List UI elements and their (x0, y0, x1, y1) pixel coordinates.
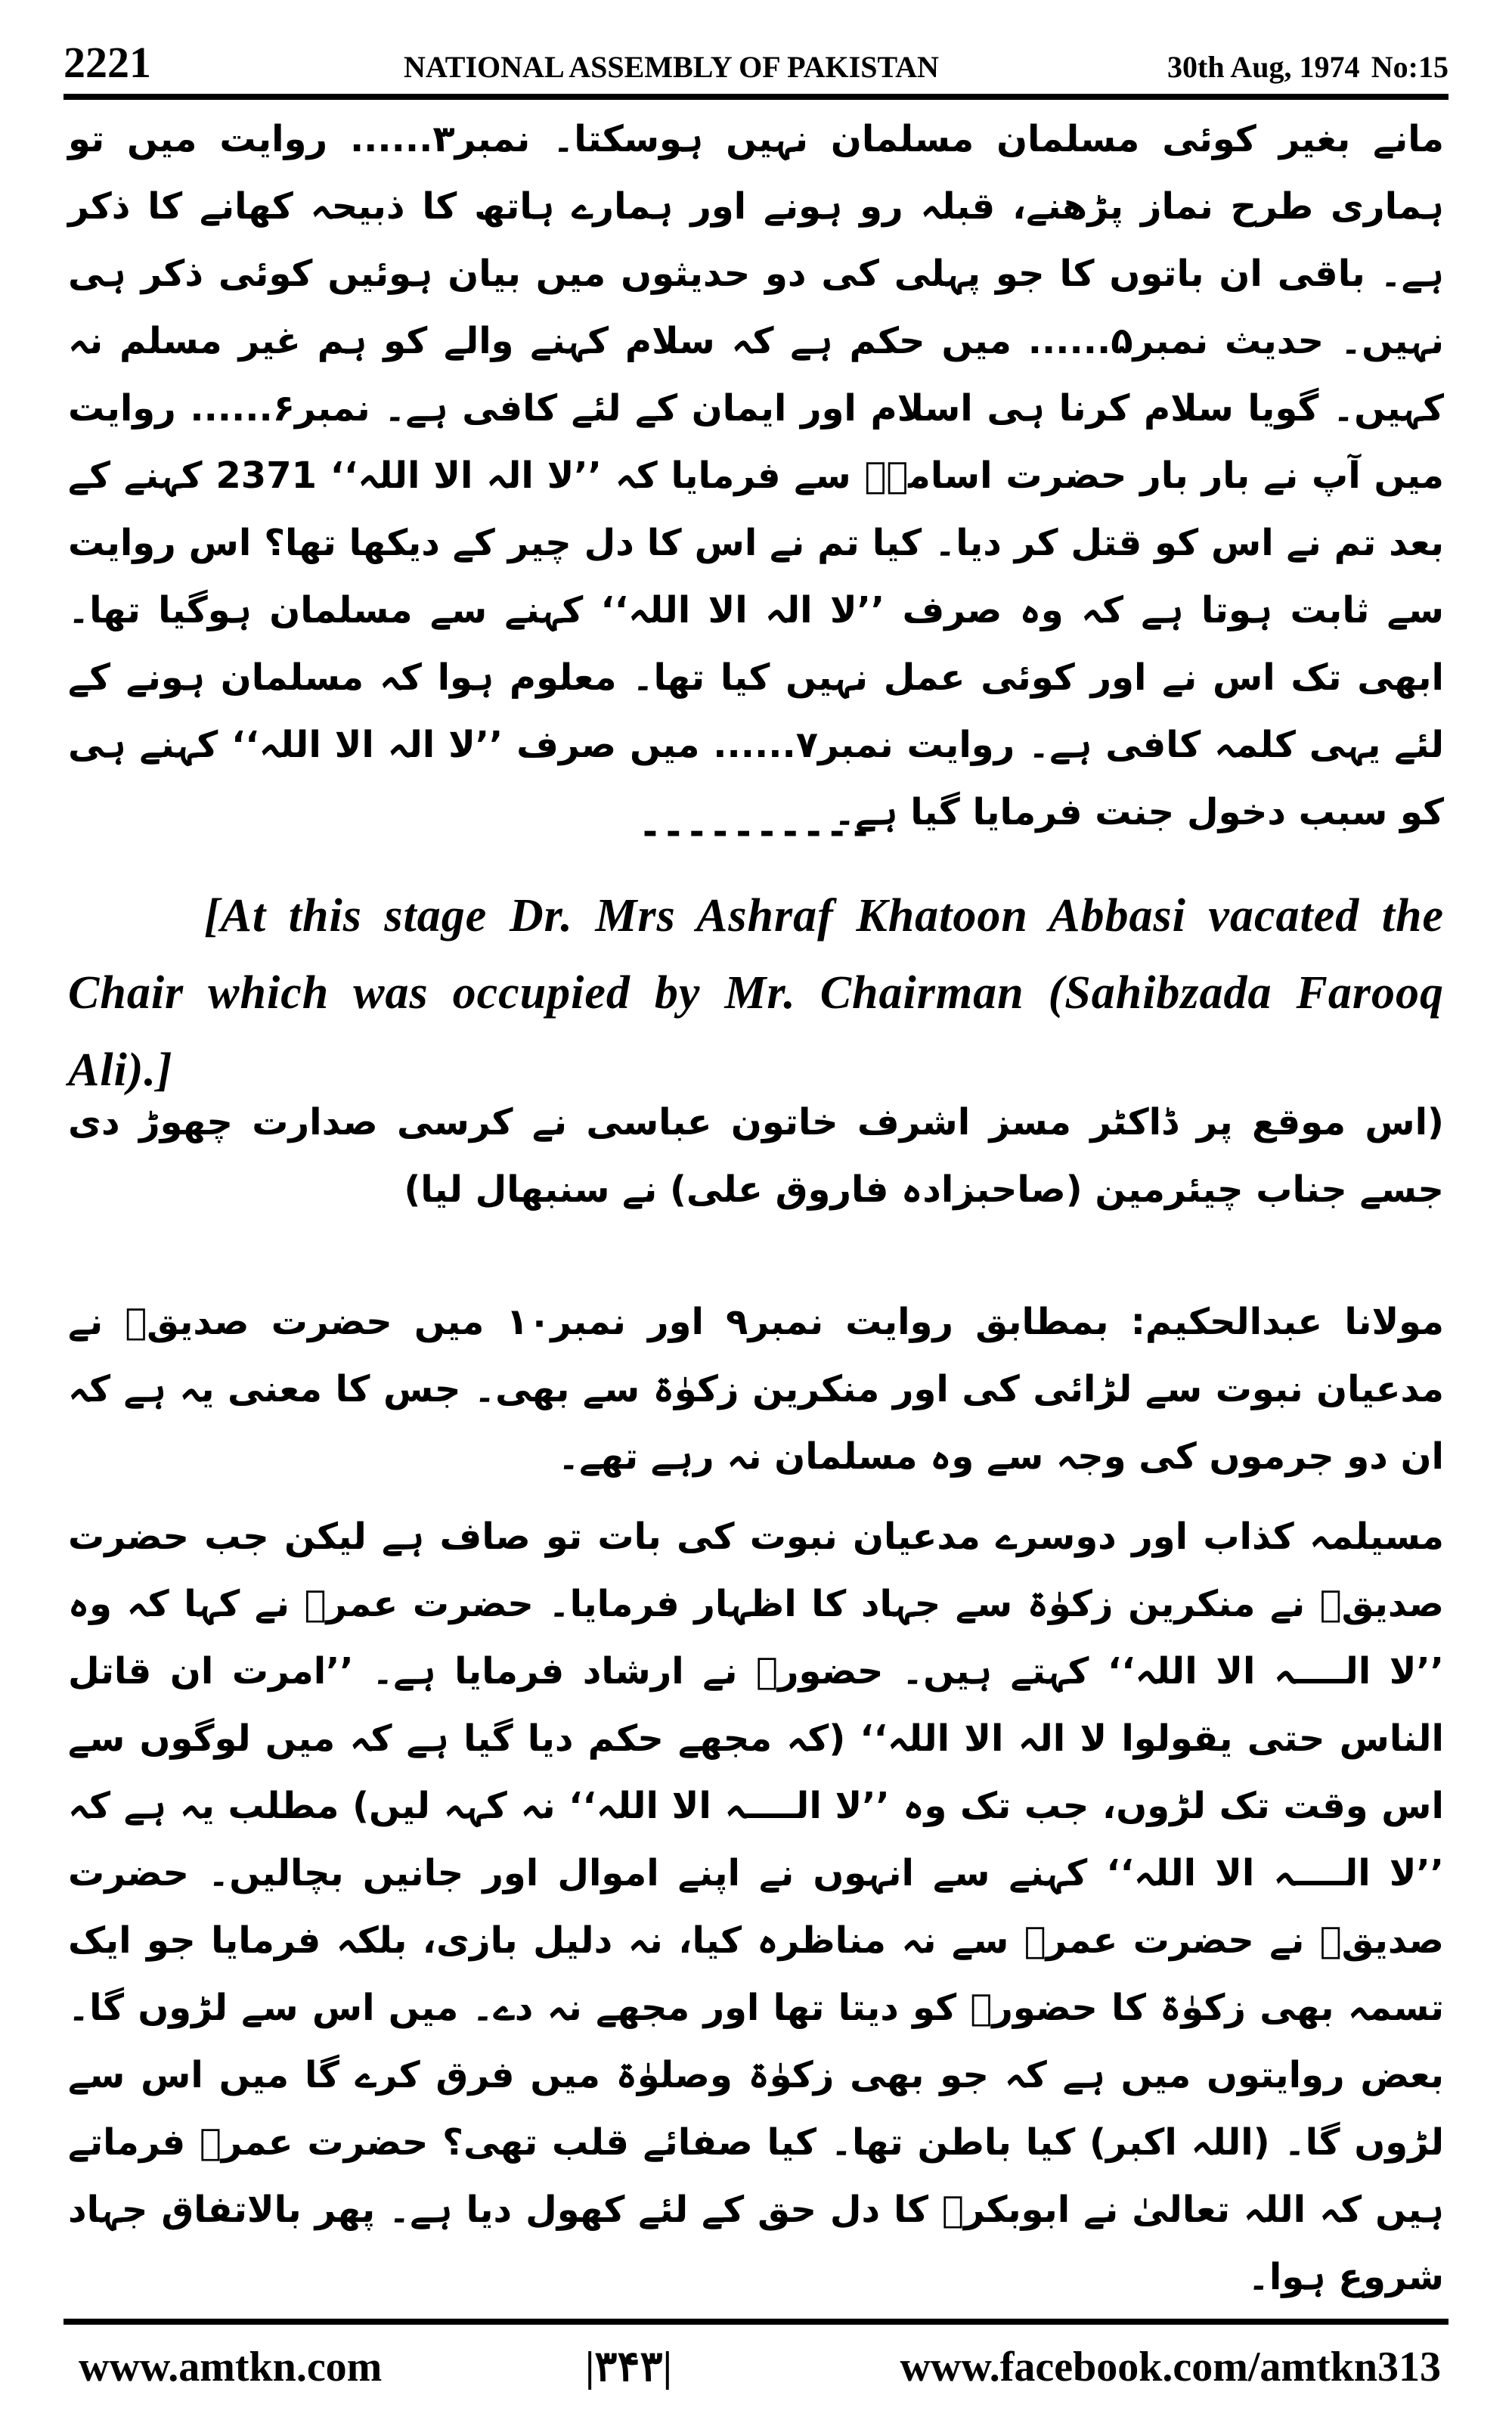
footer-website: www.amtkn.com (79, 2344, 383, 2391)
urdu-chair-note: (اس موقع پر ڈاکٹر مسز اشرف خاتون عباسی نے کرسی صدارت چھوڑ دی جسے جناب چیئرمین (صاحبزادہ فاروق علی) نے سنبھال لیا) (68, 1101, 1444, 1211)
page-footer (64, 2337, 1448, 2397)
publication-title: NATIONAL ASSEMBLY OF PAKISTAN (404, 50, 939, 84)
footer-facebook: www.facebook.com/amtkn313 (900, 2344, 1441, 2391)
footer-page-marker: |۳۴۳| (585, 2344, 672, 2391)
urdu-paragraph-4: مسیلمہ کذاب اور دوسرے مدعیان نبوت کی بات تو صاف ہے لیکن جب حضرت صدیقؓ نے منکرین زکوٰۃ سے جہاد کا اظہار فرمایا۔ حضرت عمرؓ نے کہا کہ وہ ’’لا الــــہ الا اللہ‘‘ کہتے ہیں۔ حضورﷺ نے ارشاد فرمایا ہے۔ ’’امرت ان قاتل الناس حتی یقولوا لا الہ الا اللہ‘‘ (کہ مجھے حکم دیا گیا ہے کہ میں لوگوں سے اس وقت تک لڑوں، جب تک وہ ’’لا الــــہ الا اللہ‘‘ نہ کہہ لیں) مطلب یہ ہے کہ ’’لا الــــہ الا اللہ‘‘ کہنے سے انہوں نے اپنے اموال اور جانیں بچالیں۔ حضرت صدیقؓ نے حضرت عمرؓ سے نہ مناظرہ کیا، نہ دلیل بازی، بلکہ فرمایا جو ایک تسمہ بھی زکوٰۃ کا حضورﷺ کو دیتا تھا اور مجھے نہ دے۔ میں اس سے لڑوں گا۔ بعض روایتوں میں ہے کہ جو بھی زکوٰۃ وصلوٰۃ میں فرق کرے گا میں اس سے لڑوں گا۔ (اللہ اکبر) کیا باطن تھا۔ کیا صفائے قلب تھی؟ حضرت عمرؓ فرماتے ہیں کہ اللہ تعالیٰ نے ابوبکرؓ کا دل حق کے لئے کھول دیا ہے۔ پھر بالاتفاق جہاد شروع ہوا۔ (68, 1516, 1445, 2298)
speaker-name: مولانا عبدالحکیم: (1130, 1301, 1444, 1343)
header-rule (64, 94, 1448, 100)
speaker-statement: بمطابق روایت نمبر۹ اور نمبر۱۰ میں حضرت صدیقؓ نے مدعیان نبوت سے لڑائی کی اور منکرین زکوٰۃ سے بھی۔ جس کا معنی یہ ہے کہ ان دو جرموں کی وجہ سے وہ مسلمان نہ رہے تھے۔ (68, 1301, 1444, 1478)
urdu-paragraph-1: مانے بغیر کوئی مسلمان مسلمان نہیں ہوسکتا۔ نمبر۳...... روایت میں تو ہماری طرح نماز پڑھنے، قبلہ رو ہونے اور ہمارے ہاتھ کا ذبیحہ کھانے کا ذکر ہے۔ باقی ان باتوں کا جو پہلی کی دو حدیثوں میں بیان ہوئیں کوئی ذکر ہی نہیں۔ حدیث نمبر۵...... میں حکم ہے کہ سلام کہنے والے کو ہم غیر مسلم نہ کہیں۔ گویا سلام کرنا ہی اسلام اور ایمان کے لئے کافی ہے۔ نمبر۶...... روایت میں آپ نے بار بار حضرت اسامہؓ سے فرمایا کہ ’’لا الہ الا اللہ‘‘ 2371 کہنے کے بعد تم نے اس کو قتل کر دیا۔ کیا تم نے اس کا دل چیر کے دیکھا تھا؟ اس روایت سے ثابت ہوتا ہے کہ وہ صرف ’’لا الہ الا اللہ‘‘ کہنے سے مسلمان ہوگیا تھا۔ ابھی تک اس نے اور کوئی عمل نہیں کیا تھا۔ معلوم ہوا کہ مسلمان ہونے کے لئے یہی کلمہ کافی ہے۔ روایت نمبر۷...... میں صرف ’’لا الہ الا اللہ‘‘ کہنے ہی کو سبب دخول جنت فرمایا گیا ہے۔ (68, 118, 1445, 833)
section-separator: ---------- (639, 811, 873, 853)
urdu-paragraph-speaker (68, 1289, 1444, 1491)
session-date: 30th Aug, 1974 (1167, 50, 1360, 84)
footer-rule (64, 2319, 1448, 2325)
english-chair-note: [At this stage Dr. Mrs Ashraf Khatoon Abbasi vacated the Chair which was occupied by Mr. Chairman (Sahibzada Farooq Ali).] (68, 890, 1444, 1096)
issue-number: No:15 (1371, 50, 1448, 84)
page-header (64, 36, 1448, 89)
page-number: 2221 (64, 38, 151, 87)
